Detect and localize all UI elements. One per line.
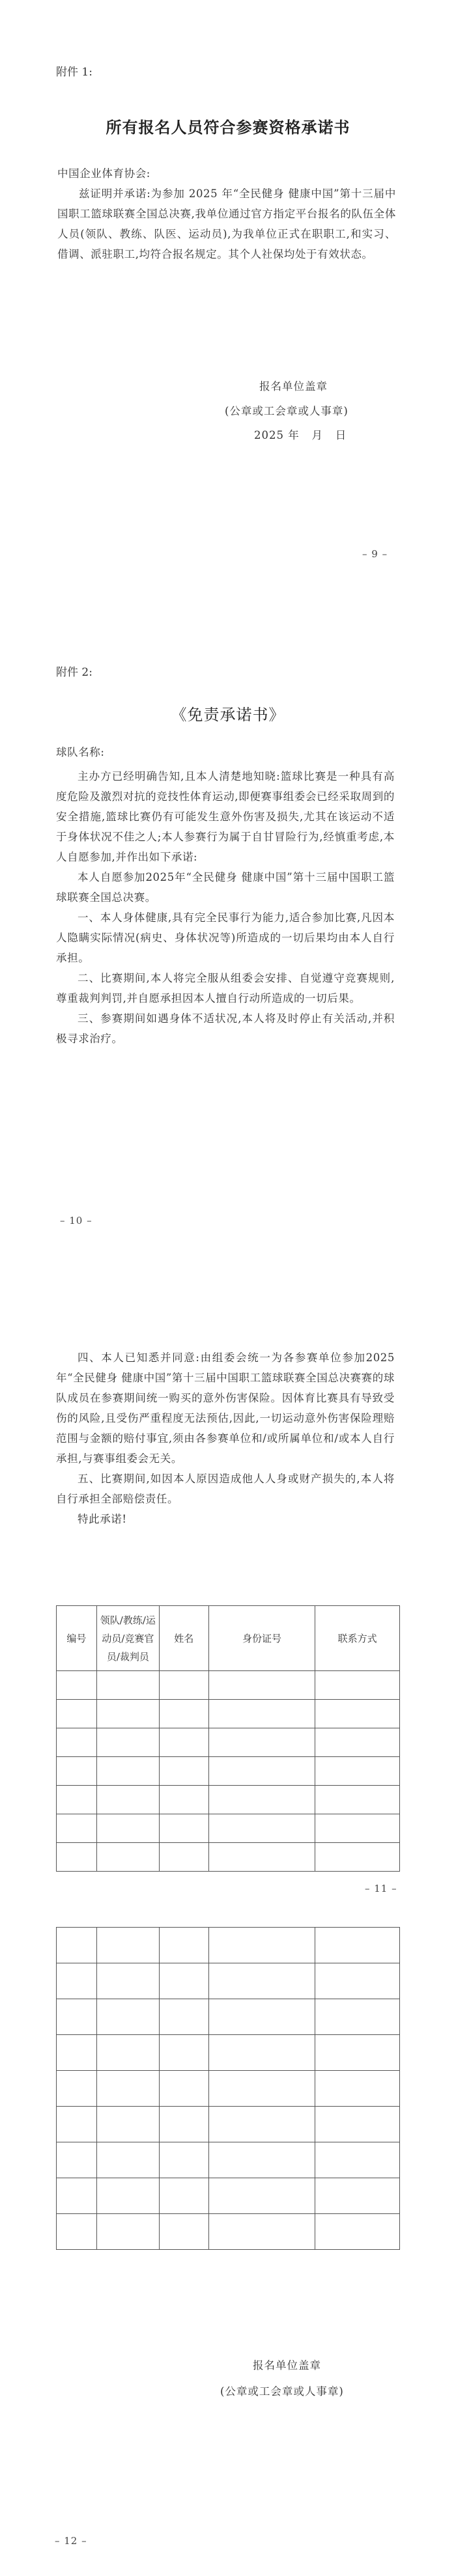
waiver-body bbox=[56, 742, 395, 1049]
commitment-body bbox=[57, 163, 396, 264]
table-cell[interactable] bbox=[208, 2214, 315, 2250]
table-cell[interactable] bbox=[96, 2178, 159, 2214]
signature-unit: 报名单位盖章 bbox=[259, 380, 328, 393]
table-cell[interactable] bbox=[159, 1671, 208, 1700]
table-cell[interactable] bbox=[208, 1786, 315, 1814]
table-cell[interactable] bbox=[57, 1928, 97, 1963]
table-cell[interactable] bbox=[315, 2035, 400, 2071]
table-cell[interactable] bbox=[96, 1757, 159, 1786]
table-row bbox=[57, 2178, 400, 2214]
annex-label: 附件 2: bbox=[56, 666, 93, 679]
table-cell[interactable] bbox=[208, 1671, 315, 1700]
table-cell[interactable] bbox=[208, 1700, 315, 1728]
table-cell[interactable] bbox=[57, 1999, 97, 2035]
table-cell[interactable] bbox=[96, 1999, 159, 2035]
table-cell[interactable] bbox=[159, 1728, 208, 1757]
table-cell[interactable] bbox=[159, 2071, 208, 2107]
waiver-paragraph: 四、本人已知悉并同意:由组委会统一为各参赛单位参加2025年“全民健身 健康中国”第十三届中国职工篮球联赛全国总决赛赛的球队成员在参赛期间统一购买的意外伤害保险。因体育比赛具有导致受伤的风险,且受伤严重程度无法预估,因此,一切运动意外伤害保险理赔范围与金额的赔付事宜,须由各参赛单位和/或所属单位和/或本人自行承担,与赛事组委会无关。 bbox=[56, 1351, 395, 1465]
table-cell[interactable] bbox=[208, 1928, 315, 1963]
table-cell[interactable] bbox=[96, 1786, 159, 1814]
table-cell[interactable] bbox=[208, 1843, 315, 1872]
page-2 bbox=[0, 644, 456, 1282]
table-cell[interactable] bbox=[96, 1700, 159, 1728]
page-number: – 9 – bbox=[362, 548, 388, 560]
signature-date: 2025 年 月 日 bbox=[254, 429, 347, 441]
table-cell[interactable] bbox=[159, 2107, 208, 2142]
table-row bbox=[57, 1843, 400, 1872]
waiver-body-continued bbox=[56, 1348, 395, 1529]
table-cell[interactable] bbox=[57, 1671, 97, 1700]
table-cell[interactable] bbox=[315, 2107, 400, 2142]
table-cell[interactable] bbox=[315, 2071, 400, 2107]
table-cell[interactable] bbox=[57, 1786, 97, 1814]
commitment-paragraph: 兹证明并承诺:为参加 2025 年“全民健身 健康中国”第十三届中国职工篮球联赛全国总决赛,我单位通过官方指定平台报名的队伍全体人员(领队、教练、队医、运动员),为我单位正式在职职工,和实习、借调、派驻职工,均符合报名规定。其个人社保均处于有效状态。 bbox=[57, 187, 396, 260]
table-cell[interactable] bbox=[208, 2142, 315, 2178]
table-cell[interactable] bbox=[57, 2214, 97, 2250]
participant-table bbox=[56, 1605, 400, 1872]
table-row bbox=[57, 1963, 400, 1999]
table-cell[interactable] bbox=[315, 2178, 400, 2214]
table-cell[interactable] bbox=[96, 2142, 159, 2178]
table-cell[interactable] bbox=[315, 1814, 400, 1843]
recipient-line: 中国企业体育协会: bbox=[57, 167, 150, 180]
waiver-paragraph: 本人自愿参加2025年“全民健身 健康中国”第十三届中国职工篮球联赛全国总决赛。 bbox=[56, 871, 395, 904]
table-cell[interactable] bbox=[208, 2071, 315, 2107]
table-cell[interactable] bbox=[96, 1843, 159, 1872]
page-number: – 10 – bbox=[60, 1215, 93, 1226]
page-number: – 11 – bbox=[365, 1883, 397, 1894]
table-cell[interactable] bbox=[96, 1928, 159, 1963]
team-name-label: 球队名称: bbox=[56, 746, 105, 758]
table-row bbox=[57, 1814, 400, 1843]
page-4 bbox=[0, 1927, 456, 2576]
table-cell[interactable] bbox=[159, 1700, 208, 1728]
table-row bbox=[57, 2107, 400, 2142]
table-cell[interactable] bbox=[159, 2214, 208, 2250]
waiver-paragraph: 二、比赛期间,本人将完全服从组委会安排、自觉遵守竞赛规则,尊重裁判判罚,并自愿承担因本人擅自行动所造成的一切后果。 bbox=[56, 972, 395, 1004]
table-cell[interactable] bbox=[208, 1757, 315, 1786]
header-name: 姓名 bbox=[159, 1606, 208, 1671]
page-3 bbox=[0, 1282, 456, 1927]
table-row bbox=[57, 2214, 400, 2250]
table-cell[interactable] bbox=[57, 1728, 97, 1757]
table-cell[interactable] bbox=[159, 1757, 208, 1786]
table-cell[interactable] bbox=[315, 1700, 400, 1728]
annex-label: 附件 1: bbox=[56, 66, 93, 79]
table-cell[interactable] bbox=[96, 1963, 159, 1999]
table-cell[interactable] bbox=[315, 1843, 400, 1872]
table-cell[interactable] bbox=[57, 2142, 97, 2178]
table-cell[interactable] bbox=[57, 2178, 97, 2214]
table-cell[interactable] bbox=[159, 1963, 208, 1999]
page-1 bbox=[0, 0, 456, 644]
table-row bbox=[57, 1928, 400, 1963]
table-cell[interactable] bbox=[96, 2035, 159, 2071]
table-cell[interactable] bbox=[208, 1999, 315, 2035]
table-row bbox=[57, 2035, 400, 2071]
table-cell[interactable] bbox=[96, 1728, 159, 1757]
waiver-closing: 特此承诺! bbox=[78, 1513, 127, 1525]
table-cell[interactable] bbox=[57, 2107, 97, 2142]
signature-unit: 报名单位盖章 bbox=[253, 2359, 321, 2372]
table-row bbox=[57, 1700, 400, 1728]
table-cell[interactable] bbox=[315, 1786, 400, 1814]
table-cell[interactable] bbox=[57, 1843, 97, 1872]
table-row bbox=[57, 1786, 400, 1814]
table-cell[interactable] bbox=[159, 2035, 208, 2071]
table-cell[interactable] bbox=[57, 1963, 97, 1999]
table-cell[interactable] bbox=[96, 2214, 159, 2250]
table-row bbox=[57, 2142, 400, 2178]
table-cell[interactable] bbox=[57, 2071, 97, 2107]
table-cell[interactable] bbox=[159, 1928, 208, 1963]
header-contact: 联系方式 bbox=[315, 1606, 400, 1671]
table-cell[interactable] bbox=[208, 1814, 315, 1843]
table-cell[interactable] bbox=[159, 1999, 208, 2035]
signature-note: (公章或工会章或人事章) bbox=[225, 405, 349, 417]
waiver-paragraph: 主办方已经明确告知,且本人清楚地知晓:篮球比赛是一种具有高度危险及激烈对抗的竞技性体育运动,即便赛事组委会已经采取周到的安全措施,篮球比赛仍有可能发生意外伤害及损失,尤其在该运动不适于身体状况不佳之人;本人参赛行为属于自甘冒险行为,经慎重考虑,本人自愿参加,并作出如下承诺: bbox=[56, 770, 395, 863]
page-title: 《免责承诺书》 bbox=[171, 706, 285, 724]
table-cell[interactable] bbox=[57, 1700, 97, 1728]
table-cell[interactable] bbox=[315, 2142, 400, 2178]
table-cell[interactable] bbox=[159, 2178, 208, 2214]
table-cell[interactable] bbox=[96, 2107, 159, 2142]
page-title: 所有报名人员符合参赛资格承诺书 bbox=[106, 118, 350, 137]
table-cell[interactable] bbox=[159, 1786, 208, 1814]
table-cell[interactable] bbox=[315, 1928, 400, 1963]
waiver-paragraph: 三、参赛期间如遇身体不适状况,本人将及时停止有关活动,并积极寻求治疗。 bbox=[56, 1012, 395, 1045]
table-cell[interactable] bbox=[57, 1757, 97, 1786]
table-cell[interactable] bbox=[96, 2071, 159, 2107]
table-row bbox=[57, 1671, 400, 1700]
table-cell[interactable] bbox=[57, 2035, 97, 2071]
table-cell[interactable] bbox=[315, 1963, 400, 1999]
table-row bbox=[57, 1757, 400, 1786]
table-row bbox=[57, 1999, 400, 2035]
table-cell[interactable] bbox=[159, 1843, 208, 1872]
table-row bbox=[57, 2071, 400, 2107]
table-cell[interactable] bbox=[208, 2107, 315, 2142]
table-cell[interactable] bbox=[57, 1814, 97, 1843]
header-role: 领队/教练/运动员/竞赛官员/裁判员 bbox=[96, 1606, 159, 1671]
table-cell[interactable] bbox=[159, 1814, 208, 1843]
page-number: – 12 – bbox=[55, 2535, 87, 2547]
table-cell[interactable] bbox=[96, 1814, 159, 1843]
table-cell[interactable] bbox=[315, 1728, 400, 1757]
table-cell[interactable] bbox=[159, 2142, 208, 2178]
participant-table-continued bbox=[56, 1927, 400, 2250]
table-cell[interactable] bbox=[208, 1728, 315, 1757]
table-cell[interactable] bbox=[208, 1963, 315, 1999]
table-cell[interactable] bbox=[315, 1999, 400, 2035]
table-cell[interactable] bbox=[208, 2178, 315, 2214]
table-header-row bbox=[57, 1606, 400, 1671]
table-cell[interactable] bbox=[96, 1671, 159, 1700]
waiver-paragraph: 一、本人身体健康,具有完全民事行为能力,适合参加比赛,凡因本人隐瞒实际情况(病史、身体状况等)所造成的一切后果均由本人自行承担。 bbox=[56, 911, 395, 964]
table-cell[interactable] bbox=[315, 2214, 400, 2250]
table-cell[interactable] bbox=[315, 1671, 400, 1700]
table-cell[interactable] bbox=[208, 2035, 315, 2071]
table-cell[interactable] bbox=[315, 1757, 400, 1786]
waiver-paragraph: 五、比赛期间,如因本人原因造成他人人身或财产损失的,本人将自行承担全部赔偿责任。 bbox=[56, 1473, 395, 1505]
header-id-number: 身份证号 bbox=[208, 1606, 315, 1671]
signature-note: (公章或工会章或人事章) bbox=[220, 2385, 344, 2398]
table-row bbox=[57, 1728, 400, 1757]
header-number: 编号 bbox=[57, 1606, 97, 1671]
